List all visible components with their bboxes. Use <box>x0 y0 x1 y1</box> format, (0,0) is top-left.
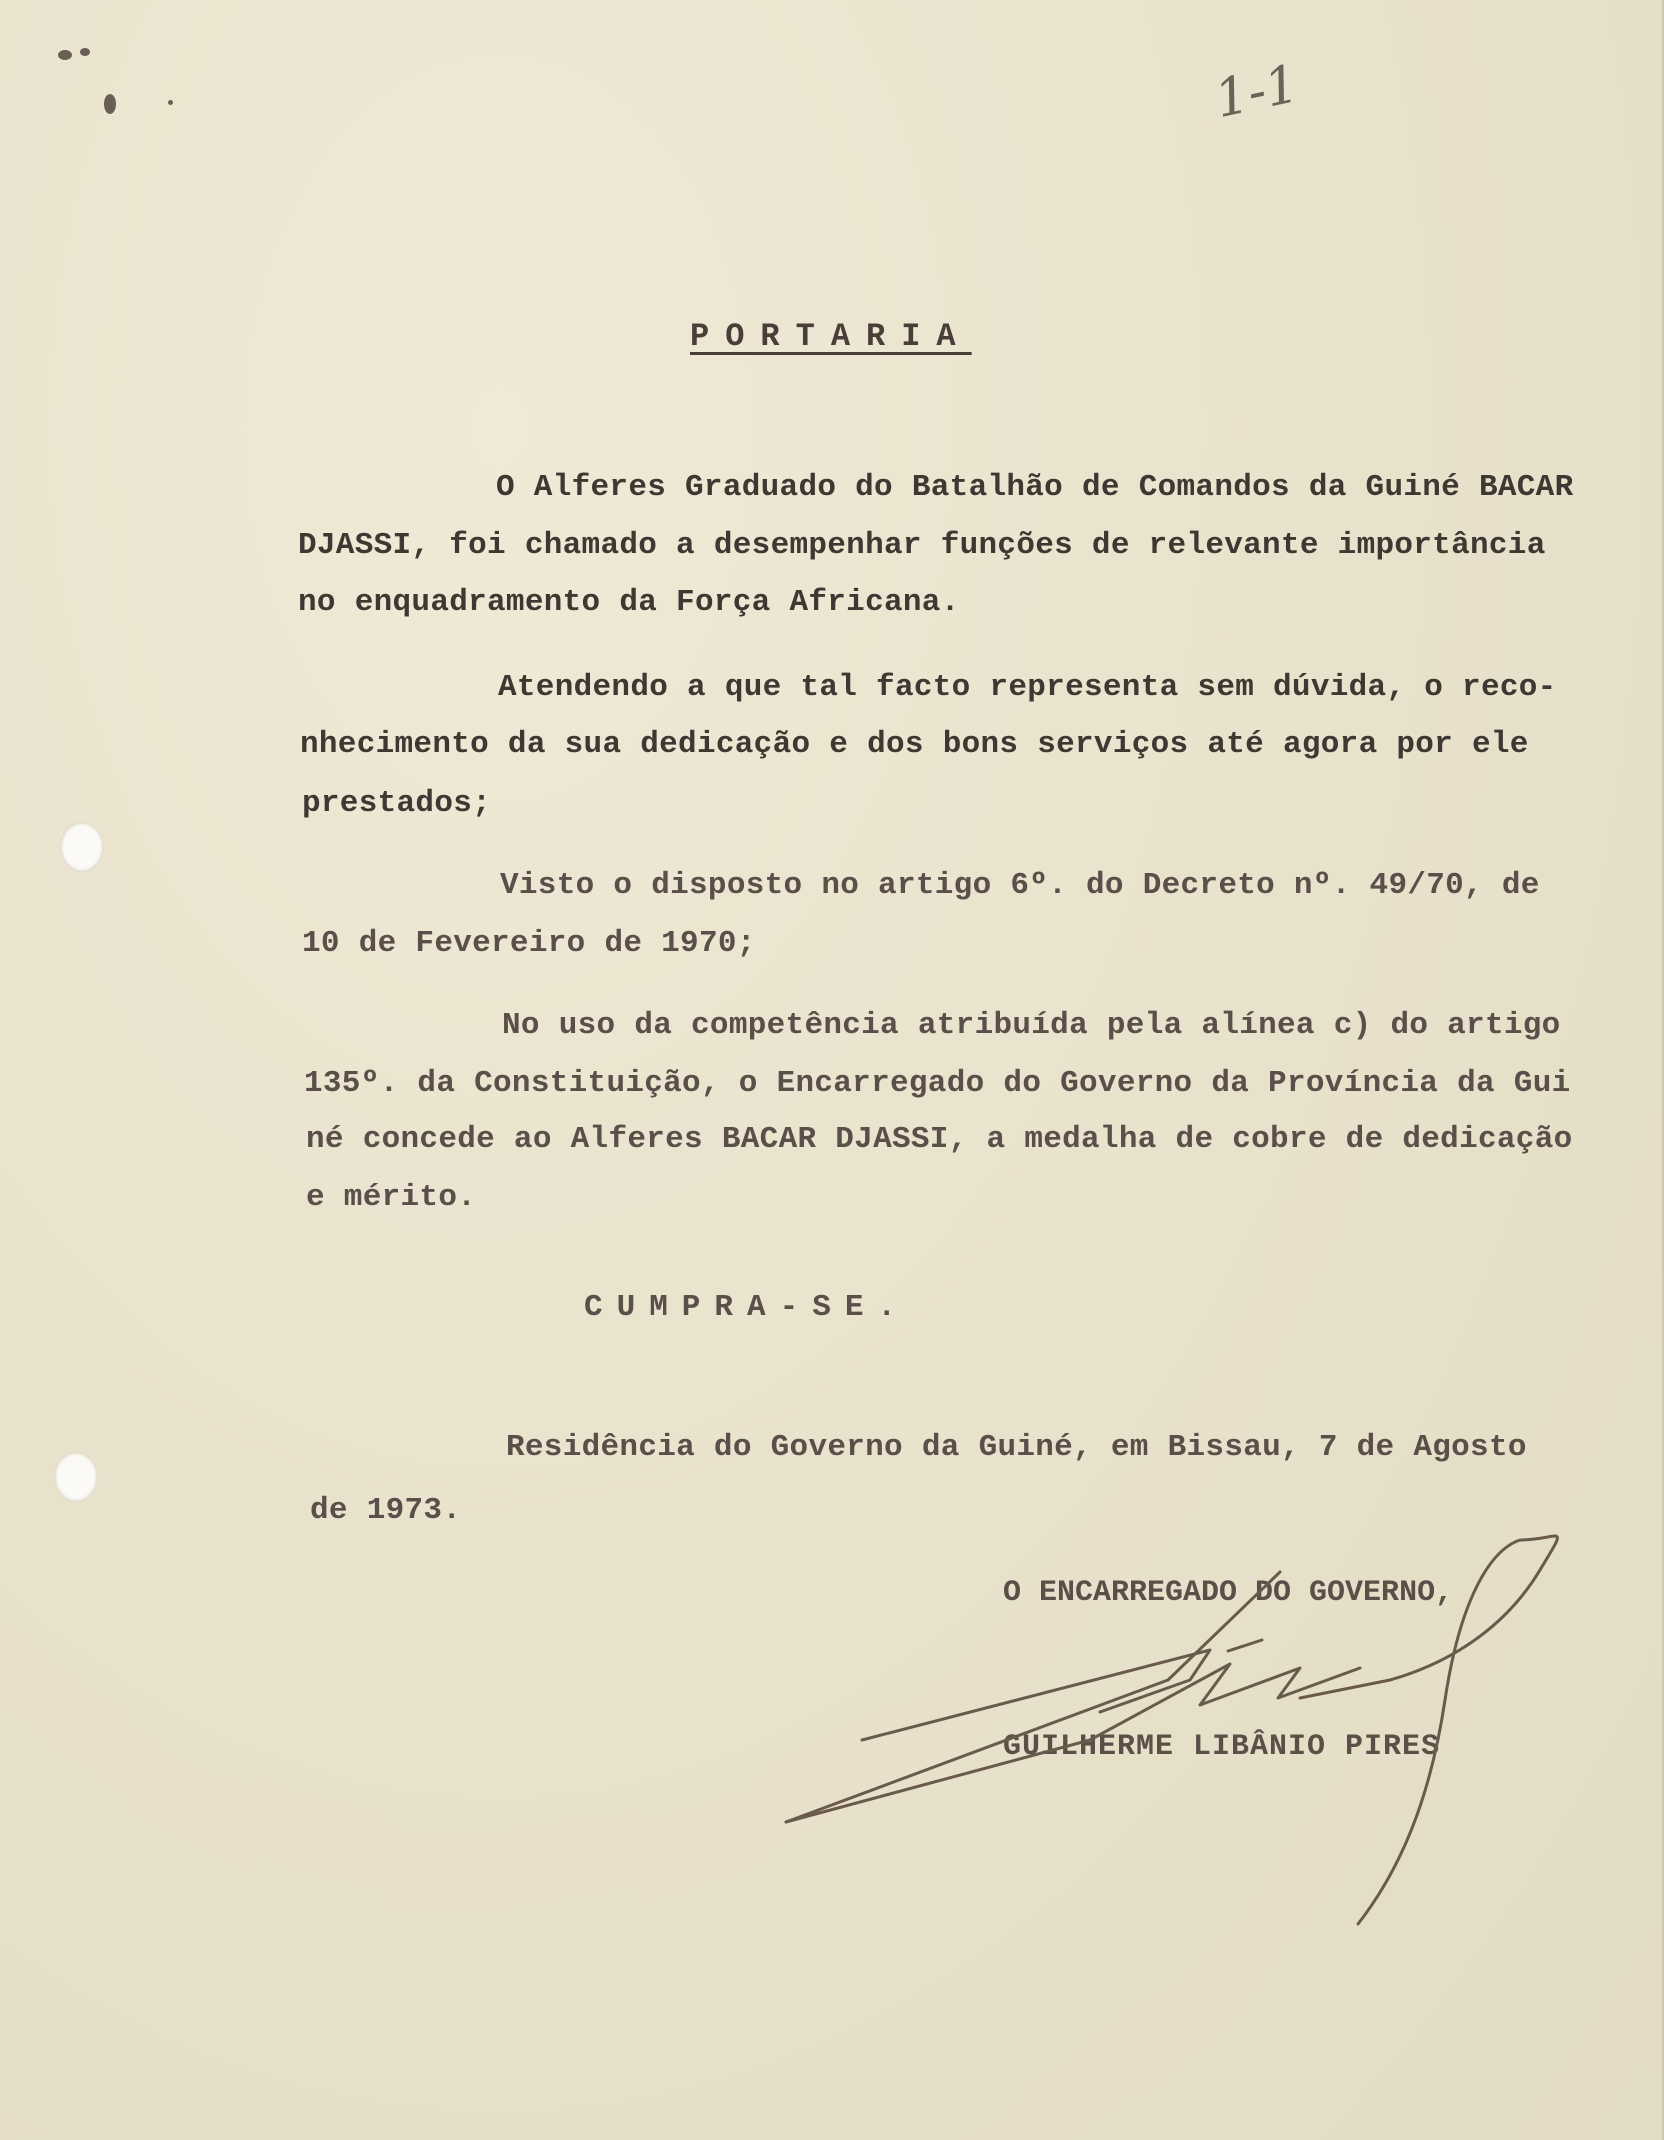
signatory-title: O ENCARREGADO DO GOVERNO, <box>1003 1576 1454 1610</box>
body-line: DJASSI, foi chamado a desempenhar funções de relevante importância <box>298 528 1546 563</box>
body-line: O Alferes Graduado do Batalhão de Comandos da Guiné BACAR <box>496 470 1574 505</box>
body-line: prestados; <box>302 786 492 821</box>
date-line: de 1973. <box>310 1493 462 1528</box>
folio-number: 1-1 <box>1209 53 1305 131</box>
body-line: Visto o disposto no artigo 6º. do Decreto nº. 49/70, de <box>500 868 1540 903</box>
document-title: PORTARIA <box>690 318 972 355</box>
body-line: Atendendo a que tal facto representa sem dúvida, o reco- <box>498 670 1557 705</box>
body-line: né concede ao Alferes BACAR DJASSI, a medalha de cobre de dedicação <box>306 1122 1573 1157</box>
body-line: no enquadramento da Força Africana. <box>298 585 960 620</box>
body-line: 135º. da Constituição, o Encarregado do Governo da Província da Gui <box>304 1066 1571 1101</box>
date-line: Residência do Governo da Guiné, em Bissau, 7 de Agosto <box>506 1430 1527 1465</box>
body-line: nhecimento da sua dedicação e dos bons serviços até agora por ele <box>300 727 1529 762</box>
body-line: No uso da competência atribuída pela alínea c) do artigo <box>502 1008 1561 1043</box>
body-line: 10 de Fevereiro de 1970; <box>302 926 756 961</box>
body-line: e mérito. <box>306 1180 477 1215</box>
closing-formula: CUMPRA-SE. <box>584 1290 911 1325</box>
signatory-name: GUILHERME LIBÂNIO PIRES <box>1003 1730 1441 1764</box>
